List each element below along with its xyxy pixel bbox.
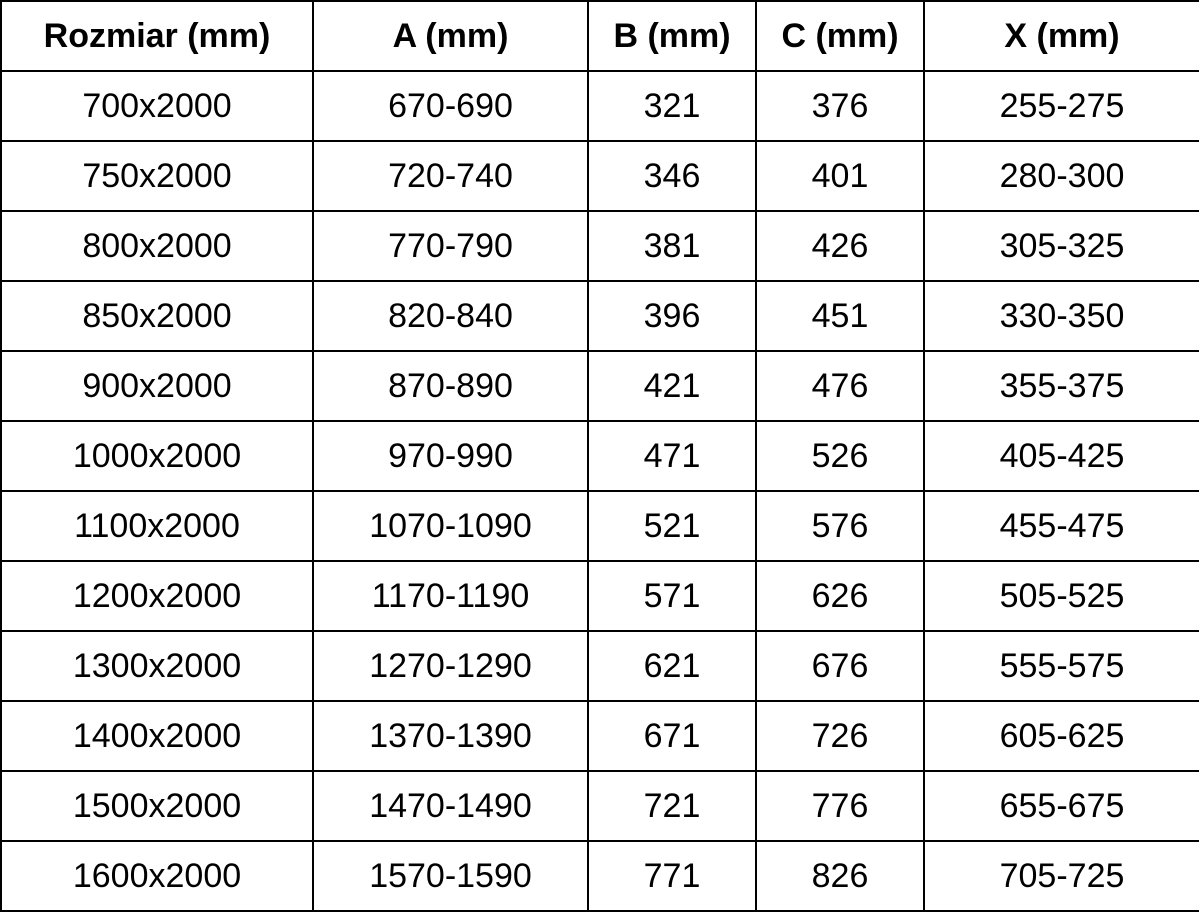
table-cell-a: 1370-1390 (313, 701, 588, 771)
table-row (1, 351, 1199, 421)
table-cell-b: 671 (588, 701, 756, 771)
table-row (1, 771, 1199, 841)
table-cell-rozmiar: 1500x2000 (1, 771, 313, 841)
table-cell-c: 776 (756, 771, 924, 841)
table-cell-rozmiar: 800x2000 (1, 211, 313, 281)
table-cell-b: 346 (588, 141, 756, 211)
table-cell-a: 870-890 (313, 351, 588, 421)
table-cell-b: 721 (588, 771, 756, 841)
table-row (1, 631, 1199, 701)
table-cell-c: 826 (756, 841, 924, 911)
table-cell-c: 626 (756, 561, 924, 631)
table-body (1, 71, 1199, 911)
column-header-rozmiar: Rozmiar (mm) (1, 1, 313, 71)
table-cell-b: 381 (588, 211, 756, 281)
table-row (1, 491, 1199, 561)
table-cell-a: 1470-1490 (313, 771, 588, 841)
table-cell-rozmiar: 750x2000 (1, 141, 313, 211)
header-row (1, 1, 1199, 71)
table-cell-rozmiar: 1000x2000 (1, 421, 313, 491)
table-cell-a: 1570-1590 (313, 841, 588, 911)
table-cell-x: 280-300 (924, 141, 1199, 211)
table-cell-a: 1070-1090 (313, 491, 588, 561)
table-cell-rozmiar: 1100x2000 (1, 491, 313, 561)
table-cell-c: 676 (756, 631, 924, 701)
table-cell-b: 621 (588, 631, 756, 701)
table-cell-rozmiar: 1300x2000 (1, 631, 313, 701)
table-cell-c: 451 (756, 281, 924, 351)
table-cell-a: 1170-1190 (313, 561, 588, 631)
table-cell-x: 355-375 (924, 351, 1199, 421)
table-cell-x: 705-725 (924, 841, 1199, 911)
table-cell-b: 571 (588, 561, 756, 631)
table-cell-rozmiar: 700x2000 (1, 71, 313, 141)
table-cell-c: 526 (756, 421, 924, 491)
table-row (1, 71, 1199, 141)
table-cell-b: 396 (588, 281, 756, 351)
table-cell-x: 505-525 (924, 561, 1199, 631)
table-cell-a: 970-990 (313, 421, 588, 491)
table-row (1, 701, 1199, 771)
table-cell-c: 476 (756, 351, 924, 421)
table-row (1, 141, 1199, 211)
table-row (1, 421, 1199, 491)
table-cell-rozmiar: 1600x2000 (1, 841, 313, 911)
table-cell-x: 405-425 (924, 421, 1199, 491)
table-cell-c: 726 (756, 701, 924, 771)
table-cell-rozmiar: 850x2000 (1, 281, 313, 351)
table-cell-c: 426 (756, 211, 924, 281)
table-cell-x: 330-350 (924, 281, 1199, 351)
table-cell-x: 305-325 (924, 211, 1199, 281)
table-cell-a: 770-790 (313, 211, 588, 281)
table-cell-b: 771 (588, 841, 756, 911)
table-cell-a: 670-690 (313, 71, 588, 141)
table-row (1, 561, 1199, 631)
table-cell-x: 555-575 (924, 631, 1199, 701)
table-cell-a: 1270-1290 (313, 631, 588, 701)
table-cell-rozmiar: 1400x2000 (1, 701, 313, 771)
table-cell-x: 455-475 (924, 491, 1199, 561)
table-cell-rozmiar: 1200x2000 (1, 561, 313, 631)
column-header-c: C (mm) (756, 1, 924, 71)
table-row (1, 211, 1199, 281)
table-cell-rozmiar: 900x2000 (1, 351, 313, 421)
column-header-x: X (mm) (924, 1, 1199, 71)
table-row (1, 841, 1199, 911)
table-cell-b: 321 (588, 71, 756, 141)
column-header-b: B (mm) (588, 1, 756, 71)
table-cell-c: 401 (756, 141, 924, 211)
table-cell-x: 655-675 (924, 771, 1199, 841)
table-cell-x: 255-275 (924, 71, 1199, 141)
table-cell-b: 471 (588, 421, 756, 491)
table-cell-x: 605-625 (924, 701, 1199, 771)
table-cell-c: 576 (756, 491, 924, 561)
table-cell-c: 376 (756, 71, 924, 141)
table-cell-b: 421 (588, 351, 756, 421)
table-row (1, 281, 1199, 351)
column-header-a: A (mm) (313, 1, 588, 71)
table-cell-b: 521 (588, 491, 756, 561)
table-cell-a: 820-840 (313, 281, 588, 351)
table-cell-a: 720-740 (313, 141, 588, 211)
